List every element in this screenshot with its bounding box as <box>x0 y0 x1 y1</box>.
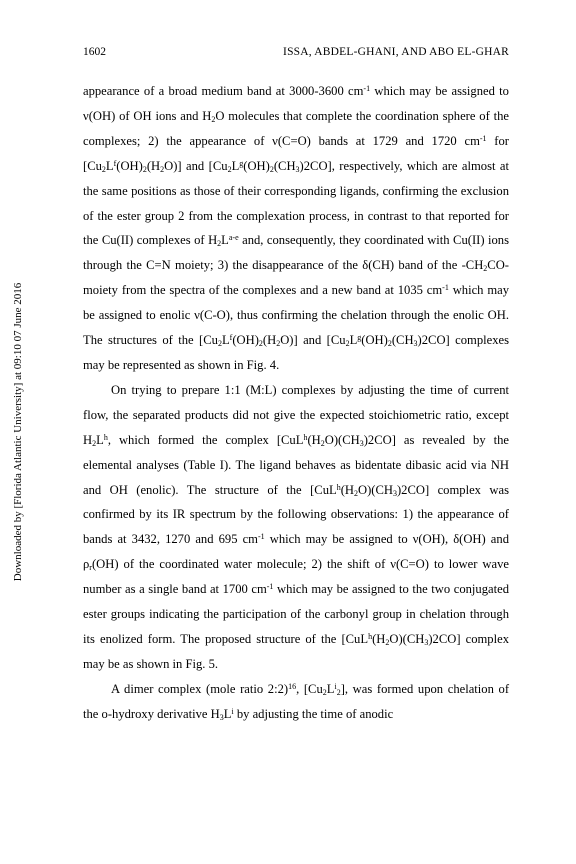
running-header <box>83 46 509 62</box>
paragraph-1: appearance of a broad medium band at 3000-3600 $cm^{-1}$ which may be assigned to ν(OH) of OH ions and $H_2O$ molecules that complete the coordination sphere of the complexes; 2) the appearance of ν(C=O) bands at 1729 and 1720 $cm^{-1}$ for $[Cu_2L^f(OH)_2(H_2O)]$ and $[Cu_2L^g(OH)_2(CH_3)2CO]$, respectively, which are almost at the same positions as those of their corresponding ligands, confirming the exclusion of the ester group 2 from the complexation process, in contrast to that reported for the Cu(II) complexes of $H_2L^{a-e}$ and, consequently, they coordinated with Cu(II) ions through the C=N moiety; 3) the disappearance of the δ(CH) band of the $-CH_2CO-$ moiety from the spectra of the complexes and a new band at 1035 $cm^{-1}$ which may be assigned to enolic ν(C-O), thus confirming the chelation through the enolic OH. The structures of the $[Cu_2L^f(OH)_2(H_2O)]$ and $[Cu_2L^g(OH)_2(CH_3)2CO]$ complexes may be represented as shown in Fig. 4. <box>83 84 510 372</box>
paragraph-2: On trying to prepare 1:1 (M:L) complexes by adjusting the time of current flow, the separated products did not give the expected stoichiometric ratio, except $H_2L^h$, which formed the complex $[CuL^h(H_2O)(CH_3)2CO]$ as revealed by the elemental analyses (Table I). The ligand behaves as bidentate dibasic acid via NH and OH (enolic). The structure of the $[CuL^h(H_2O)(CH_3)2CO]$ complex was confirmed by its IR spectrum by the following observations: 1) the appearance of bands at 3432, 1270 and 695 $cm^{-1}$ which may be assigned to ν(OH), δ(OH) and $\rho_r(OH)$ of the coordinated water molecule; 2) the shift of ν(C=O) to lower wave number as a single band at 1700 $cm^{-1}$ which may be assigned to the two conjugated ester groups indicating the participation of the carbonyl group in chelation through its enolized form. The proposed structure of the $[CuL^h(H_2O)(CH_3)2CO]$ complex may be as shown in Fig. 5. <box>83 382 510 671</box>
article-body <box>83 79 509 727</box>
running-title: ISSA, ABDEL-GHANI, AND ABO EL-GHAR <box>283 46 509 58</box>
paragraph-3: A dimer complex (mole ratio 2:2)$^{16}$, $[Cu_2L^i_2]$, was formed upon chelation of the o-hydroxy derivative $H_3L^i$ by adjusting the time of anodic <box>83 681 510 722</box>
download-watermark: Downloaded by [Florida Atlantic University] at 09:10 07 June 2016 <box>12 282 24 582</box>
page-number: 1602 <box>83 46 106 58</box>
